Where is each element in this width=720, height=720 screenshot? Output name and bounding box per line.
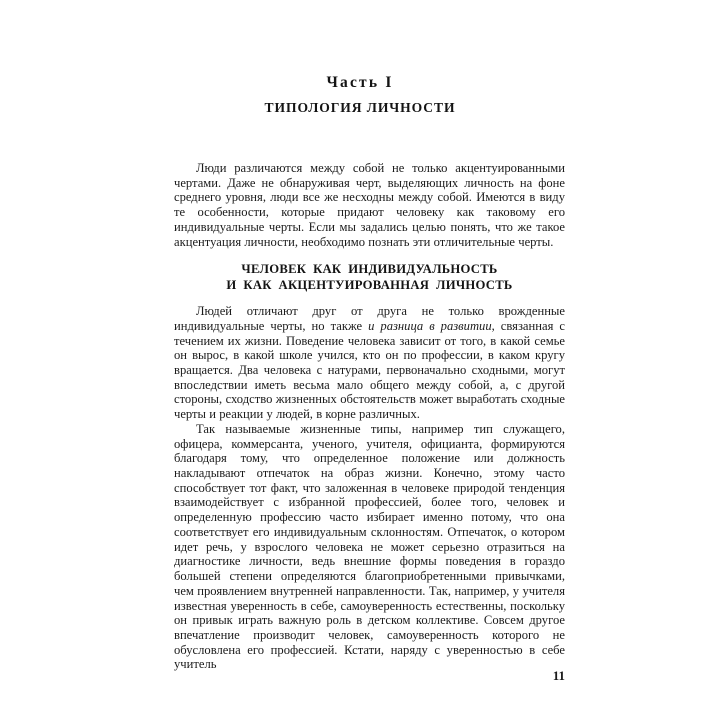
- paragraph-3: Так называемые жизненные типы, например тип служащего, офицера, коммерсанта, ученого, учителя, официанта, формируются благодаря тому, что определенное положение или должность накладывают отпечаток на образ жизни. Конечно, этому часто способствует тот факт, что заложенная в человеке природой тенденция взаимодействует с избранной профессией, более того, человек и определенную профессию часто избирает именно потому, что она соответствует его индивидуальным склонностям. Отпечаток, о котором идет речь, у взрослого человека не может серьезно отразиться на диагностике личности, ведь внешние формы поведения в гораздо большей степени определяются благоприобретенными привычками, чем проявлением внутренней направленности. Так, например, у учителя известная уверенность в себе, самоуверенность естественны, поскольку он привык играть важную роль в детском коллективе. Совсем другое впечатление производит человек, самоуверенность которого не обусловлена его профессией. Кстати, наряду с уверенностью в себе учитель: [174, 421, 565, 672]
- paragraph-1: Люди различаются между собой не только акцентуированными чертами. Даже не обнаруживая черт, выделяющих личность на фоне среднего уровня, люди все же несходны между собой. Имеются в виду те особенности, которые придают человеку как таковому его индивидуальные черты. Если мы задались целью понять, что же такое акцентуация личности, необходимо познать эти отличительные черты.: [174, 161, 565, 249]
- page-number: 11: [552, 668, 565, 683]
- section-heading-line-2: И КАК АКЦЕНТУИРОВАННАЯ ЛИЧНОСТЬ: [226, 277, 513, 292]
- part-title: Часть I: [326, 74, 394, 91]
- paragraph-2-emphasis: и разница в развитии: [368, 318, 492, 333]
- part-heading-block: [0, 74, 720, 116]
- part-subtitle: ТИПОЛОГИЯ ЛИЧНОСТИ: [264, 100, 456, 115]
- section-heading: [174, 262, 565, 293]
- body-text-column: [174, 161, 565, 672]
- section-heading-line-1: ЧЕЛОВЕК КАК ИНДИВИДУАЛЬНОСТЬ: [241, 262, 498, 277]
- paragraph-2-part-a: Людей отличают друг от друга не только врожденные индивидуальные черты, но также: [174, 304, 565, 333]
- paragraph-2-part-b: , связанная с течением их жизни. Поведение человека зависит от того, в какой семье он вырос, в какой школе учился, кто он по профессии, в каком кругу вращается. Два человека с натурами, первоначально сходными, могут впоследствии иметь весьма мало общего между собой, а, с другой стороны, сходство жизненных обстоятельств может выработать сходные черты и реакции у людей, в корне различных.: [174, 318, 565, 422]
- paragraph-2: [174, 304, 565, 422]
